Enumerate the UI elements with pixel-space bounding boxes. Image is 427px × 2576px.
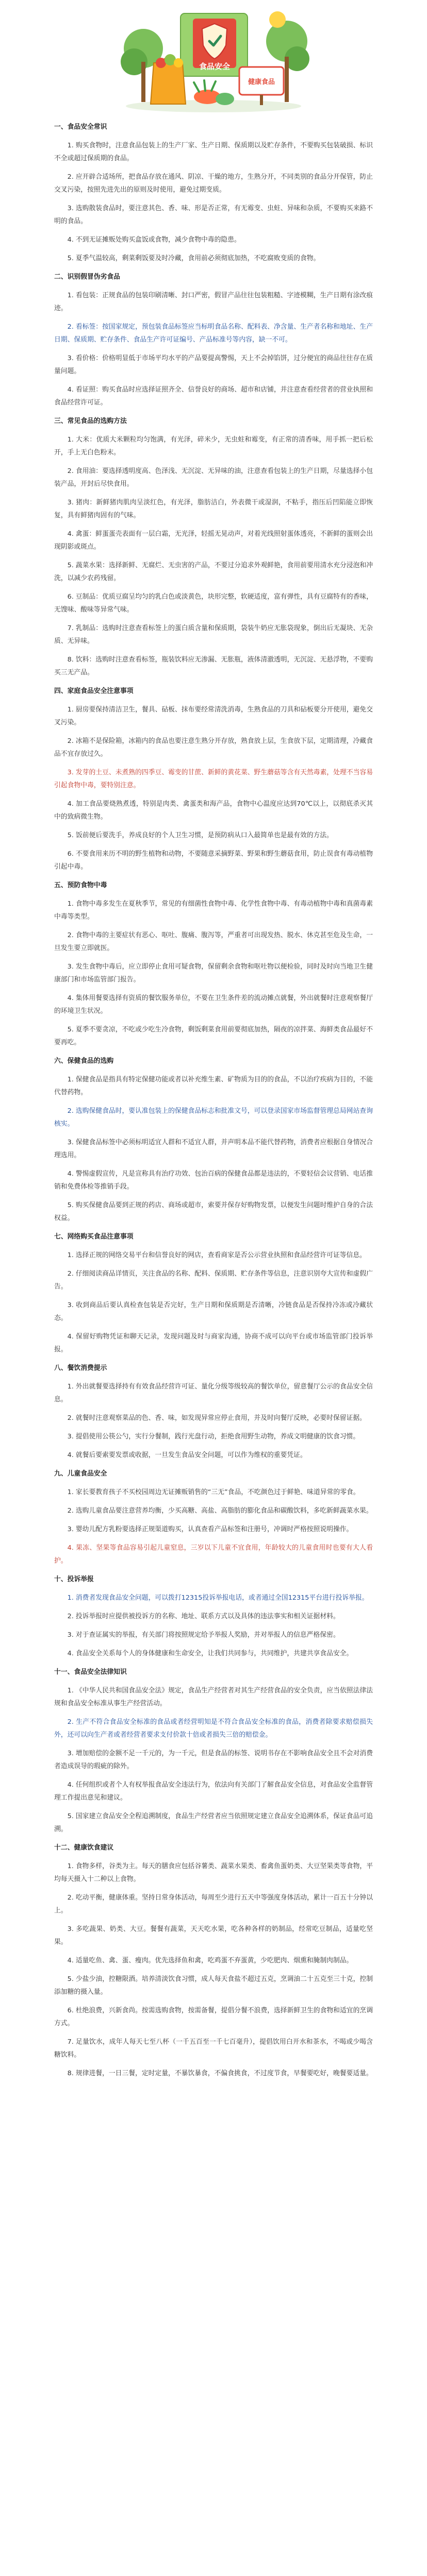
article-paragraph: 2. 就餐时注意观察菜品的色、香、味，如发现异常应停止食用，并及时向餐厅反映，必要时保留证据。 bbox=[67, 1414, 366, 1422]
article-paragraph: 1. 大米：优质大米颗粒均匀饱满，有光泽，碎米少，无虫蛀和霉变，有正常的清香味，用手抓一把后松开，手上无白色粉末。 bbox=[54, 436, 373, 456]
article-paragraph: 1. 《中华人民共和国食品安全法》规定，食品生产经营者对其生产经营食品的安全负责，应当依照法律法规和食品安全标准从事生产经营活动。 bbox=[54, 1687, 373, 1707]
article-paragraph: 6. 杜绝浪费，兴新食尚。按需选购食物，按需备餐，提倡分餐不浪费，选择新鲜卫生的食物和适宜的烹调方式。 bbox=[54, 2007, 373, 2027]
article-paragraph: 2. 看标签：按国家规定，预包装食品标签应当标明食品名称、配料表、净含量、生产者名称和地址、生产日期、保质期、贮存条件、食品生产许可证编号、产品标准号等内容，缺一不可。 bbox=[54, 323, 373, 344]
article-paragraph: 3. 对于查证属实的举报，有关部门将按照规定给予举报人奖励，并对举报人的信息严格保密。 bbox=[67, 1631, 340, 1639]
article-paragraph: 3. 猪肉：新鲜猪肉肌肉呈淡红色，有光泽，脂肪洁白，外表微干或湿润，不粘手，指压后凹陷能立即恢复，具有鲜猪肉固有的气味。 bbox=[54, 499, 373, 519]
article-paragraph: 1. 购买食物时，注意食品包装上的生产厂家、生产日期、保质期以及贮存条件，不要购买包装破损、标识不全或超过保质期的食品。 bbox=[54, 142, 373, 162]
article-paragraph: 4. 集体用餐要选择有资质的餐饮服务单位，不要在卫生条件差的流动摊点就餐，外出就餐时注意观察餐厅的环境卫生状况。 bbox=[54, 994, 373, 1015]
article-paragraph: 6. 不要食用来历不明的野生植物和动物，不要随意采摘野菜、野果和野生蘑菇食用，防止误食有毒动植物引起中毒。 bbox=[54, 850, 373, 871]
article-paragraph: 2. 仔细阅读商品详情页，关注食品的名称、配料、保质期、贮存条件等信息，注意识别夸大宣传和虚假广告。 bbox=[54, 1270, 373, 1291]
article-paragraph: 5. 少盐少油，控糖限酒。培养清淡饮食习惯，成人每天食盐不超过五克，烹调油二十五克至三十克，控制添加糖的摄入量。 bbox=[54, 1975, 373, 1996]
article-paragraph: 4. 看证照：购买食品时应选择证照齐全、信誉良好的商场、超市和店铺，并注意查看经营者的营业执照和食品经营许可证。 bbox=[54, 386, 373, 406]
article-paragraph: 5. 蔬菜水果：选择新鲜、无腐烂、无虫害的产品，不要过分追求外观鲜艳，食用前要用清水充分浸泡和冲洗，以减少农药残留。 bbox=[54, 562, 373, 582]
article-paragraph: 8. 规律进餐，一日三餐，定时定量，不暴饮暴食，不偏食挑食，不过度节食，早餐要吃好，晚餐要适量。 bbox=[67, 2070, 373, 2077]
article-paragraph: 5. 夏季不要贪凉，不吃或少吃生冷食物，剩饭剩菜食用前要彻底加热，隔夜的凉拌菜、海鲜类食品最好不要再吃。 bbox=[54, 1026, 373, 1046]
article-paragraph: 4. 警惕虚假宣传，凡是宣称具有治疗功效、包治百病的保健食品都是违法的，不要轻信会议营销、电话推销和免费体检等推销手段。 bbox=[54, 1170, 373, 1191]
article-paragraph: 3. 看价格：价格明显低于市场平均水平的产品要提高警惕，天上不会掉馅饼，过分便宜的商品往往存在质量问题。 bbox=[54, 354, 373, 375]
article-paragraph: 2. 投诉举报时应提供被投诉方的名称、地址、联系方式以及具体的违法事实和相关证据材料。 bbox=[67, 1613, 340, 1620]
section-heading: 九、儿童食品安全 bbox=[54, 1470, 107, 1478]
article-paragraph: 5. 夏季气温较高，剩菜剩饭要及时冷藏，食用前必须彻底加热，不吃腐败变质的食物。 bbox=[67, 255, 320, 262]
section-heading: 五、预防食物中毒 bbox=[54, 882, 107, 889]
article-paragraph: 2. 冰箱不是保险箱，冰箱内的食品也要注意生熟分开存放，熟食放上层，生食放下层，定期清理，冷藏食品不宜存放过久。 bbox=[54, 737, 373, 758]
article-paragraph: 3. 婴幼儿配方乳粉要选择正规渠道购买，认真查看产品标签和注册号，冲调时严格按照说明操作。 bbox=[67, 1526, 353, 1533]
article-paragraph: 1. 外出就餐要选择持有有效食品经营许可证、量化分级等级较高的餐饮单位，留意餐厅公示的食品安全信息。 bbox=[54, 1383, 373, 1403]
section-heading: 三、常见食品的选购方法 bbox=[54, 417, 127, 425]
article-paragraph: 3. 提倡使用公筷公勺，实行分餐制，践行光盘行动，拒绝食用野生动物，养成文明健康的饮食习惯。 bbox=[67, 1433, 360, 1440]
article-paragraph: 4. 适量吃鱼、禽、蛋、瘦肉。优先选择鱼和禽，吃鸡蛋不弃蛋黄，少吃肥肉、烟熏和腌制肉制品。 bbox=[67, 1957, 353, 1964]
banner-panel-title: 食品安全 bbox=[199, 62, 231, 71]
article-paragraph: 4. 果冻、坚果等食品容易引起儿童窒息，三岁以下儿童不宜食用，年龄较大的儿童食用时也要有大人看护。 bbox=[54, 1544, 373, 1565]
article-paragraph: 1. 保健食品是指具有特定保健功能或者以补充维生素、矿物质为目的的食品，不以治疗疾病为目的，不能代替药物。 bbox=[54, 1076, 373, 1096]
article-paragraph: 5. 国家建立食品安全全程追溯制度，食品生产经营者应当依照规定建立食品安全追溯体系，保证食品可追溯。 bbox=[54, 1812, 373, 1833]
section-heading: 四、家庭食品安全注意事项 bbox=[54, 687, 134, 695]
banner-sign-text: 健康食品 bbox=[248, 78, 275, 86]
article-paragraph: 2. 生产不符合食品安全标准的食品或者经营明知是不符合食品安全标准的食品，消费者除要求赔偿损失外，还可以向生产者或者经营者要求支付价款十倍或者损失三倍的赔偿金。 bbox=[54, 1718, 373, 1739]
article-paragraph: 6. 豆制品：优质豆腐呈均匀的乳白色或淡黄色，块形完整，软硬适度，富有弹性，具有豆腐特有的香味，无馊味、酸味等异常气味。 bbox=[54, 593, 373, 614]
food-safety-banner bbox=[117, 5, 310, 113]
section-heading: 七、网络购买食品注意事项 bbox=[54, 1233, 134, 1241]
section-heading: 二、识别假冒伪劣食品 bbox=[54, 273, 120, 281]
article-paragraph: 3. 发芽的土豆、未煮熟的四季豆、霉变的甘蔗、新鲜的黄花菜、野生蘑菇等含有天然毒素，处理不当容易引起食物中毒，要特别注意。 bbox=[54, 769, 373, 789]
article-paragraph: 1. 食物多样，谷类为主。每天的膳食应包括谷薯类、蔬菜水果类、畜禽鱼蛋奶类、大豆坚果类等食物，平均每天摄入十二种以上食物。 bbox=[54, 1862, 373, 1883]
article-paragraph: 1. 消费者发现食品安全问题，可以拨打12315投诉举报电话，或者通过全国12315平台进行投诉举报。 bbox=[67, 1594, 369, 1602]
article-paragraph: 4. 食品安全关系每个人的身体健康和生命安全，让我们共同参与，共同维护，共建共享食品安全。 bbox=[67, 1650, 353, 1657]
article-paragraph: 3. 增加赔偿的金额不足一千元的，为一千元，但是食品的标签、说明书存在不影响食品安全且不会对消费者造成误导的瑕疵的除外。 bbox=[54, 1750, 373, 1770]
article-paragraph: 3. 收到商品后要认真检查包装是否完好，生产日期和保质期是否清晰，冷链食品是否保持冷冻或冷藏状态。 bbox=[54, 1301, 373, 1322]
article-paragraph: 1. 家长要教育孩子不买校园周边无证摊贩销售的“三无”食品，不吃颜色过于鲜艳、味道异常的零食。 bbox=[67, 1488, 360, 1496]
article-paragraph: 8. 饮料：选购时注意查看标签，瓶装饮料应无渗漏、无胀瓶，液体清澈透明，无沉淀、无悬浮物，不要购买三无产品。 bbox=[54, 656, 373, 676]
section-heading: 一、食品安全常识 bbox=[54, 123, 107, 131]
article-paragraph: 7. 足量饮水，成年人每天七至八杯（一千五百至一千七百毫升），提倡饮用白开水和茶水，不喝或少喝含糖饮料。 bbox=[54, 2038, 373, 2059]
article-paragraph: 4. 保留好购物凭证和聊天记录，发现问题及时与商家沟通，协商不成可以向平台或市场监管部门投诉举报。 bbox=[54, 1333, 373, 1353]
article-paragraph: 3. 多吃蔬果、奶类、大豆。餐餐有蔬菜，天天吃水果，吃各种各样的奶制品，经常吃豆制品，适量吃坚果。 bbox=[54, 1925, 373, 1946]
article-paragraph: 4. 不到无证摊贩处购买盒饭或食物，减少食物中毒的隐患。 bbox=[67, 236, 241, 244]
article-paragraph: 1. 选择正规的网络交易平台和信誉良好的网店，查看商家是否公示营业执照和食品经营许可证等信息。 bbox=[67, 1251, 366, 1259]
article-paragraph: 2. 选购保健食品时，要认准包装上的保健食品标志和批准文号，可以登录国家市场监督管理总局网站查询核实。 bbox=[54, 1107, 373, 1128]
article-paragraph: 5. 饭前便后要洗手，养成良好的个人卫生习惯，是预防病从口入最简单也是最有效的方法。 bbox=[67, 832, 333, 839]
section-heading: 十二、健康饮食建议 bbox=[54, 1844, 114, 1852]
article-paragraph: 3. 选购散装食品时，要注意其色、香、味、形是否正常，有无霉变、虫蛀、异味和杂质，不要购买来路不明的食品。 bbox=[54, 205, 373, 225]
article-body bbox=[54, 117, 373, 2086]
section-heading: 十、投诉举报 bbox=[54, 1575, 94, 1583]
article-paragraph: 5. 购买保健食品要到正规的药店、商场或超市，索要并保存好购物发票，以便发生问题时维护自身的合法权益。 bbox=[54, 1201, 373, 1222]
article-paragraph: 3. 发生食物中毒后，应立即停止食用可疑食物，保留剩余食物和呕吐物以便检验，同时及时向当地卫生健康部门和市场监管部门报告。 bbox=[54, 963, 373, 984]
article-paragraph: 3. 保健食品标签中必须标明适宜人群和不适宜人群，并声明本品不能代替药物，消费者应根据自身情况合理选用。 bbox=[54, 1139, 373, 1159]
article-paragraph: 2. 应开辟合适场所，把食品存放在通风、阴凉、干燥的地方，生熟分开，不同类别的食品分开保管，防止交叉污染，按照先进先出的原则及时使用，避免过期变质。 bbox=[54, 173, 373, 194]
article-paragraph: 4. 任何组织或者个人有权举报食品安全违法行为，依法向有关部门了解食品安全信息，对食品安全监督管理工作提出意见和建议。 bbox=[54, 1781, 373, 1802]
article-paragraph: 7. 乳制品：选购时注意查看标签上的蛋白质含量和保质期，袋装牛奶应无胀袋现象，倒出后无凝块、无杂质、无异味。 bbox=[54, 624, 373, 645]
article-paragraph: 1. 厨房要保持清洁卫生，餐具、砧板、抹布要经常清洗消毒，生熟食品的刀具和砧板要分开使用，避免交叉污染。 bbox=[54, 706, 373, 726]
article-paragraph: 2. 选购儿童食品要注意营养均衡，少买高糖、高盐、高脂肪的膨化食品和碳酸饮料，多吃新鲜蔬菜水果。 bbox=[67, 1507, 373, 1515]
article-paragraph: 4. 禽蛋：鲜蛋蛋壳表面有一层白霜，无光泽，轻摇无晃动声，对着光线照射蛋体透亮，不新鲜的蛋则会出现阴影或斑点。 bbox=[54, 530, 373, 551]
section-heading: 十一、食品安全法律知识 bbox=[54, 1668, 127, 1676]
article-paragraph: 2. 食物中毒的主要症状有恶心、呕吐、腹痛、腹泻等，严重者可出现发热、脱水、休克甚至危及生命，一旦发生要立即就医。 bbox=[54, 931, 373, 952]
article-paragraph: 2. 吃动平衡，健康体重。坚持日常身体活动，每周至少进行五天中等强度身体活动，累计一百五十分钟以上。 bbox=[54, 1894, 373, 1914]
article-paragraph: 1. 看包装：正规食品的包装印刷清晰、封口严密，假冒产品往往包装粗糙、字迹模糊，生产日期有涂改痕迹。 bbox=[54, 292, 373, 312]
article-paragraph: 1. 食物中毒多发生在夏秋季节，常见的有细菌性食物中毒、化学性食物中毒、有毒动植物中毒和真菌毒素中毒等类型。 bbox=[54, 900, 373, 921]
banner-illustration bbox=[117, 5, 310, 113]
article-paragraph: 4. 就餐后要索要发票或收据，一旦发生食品安全问题，可以作为维权的重要凭证。 bbox=[67, 1451, 307, 1459]
section-heading: 八、餐饮消费提示 bbox=[54, 1364, 107, 1372]
article-paragraph: 2. 食用油：要选择透明度高、色泽浅、无沉淀、无异味的油，注意查看包装上的生产日期，尽量选择小包装产品，开封后尽快食用。 bbox=[54, 467, 373, 488]
section-heading: 六、保健食品的选购 bbox=[54, 1057, 114, 1065]
article-paragraph: 4. 加工食品要烧熟煮透，特别是肉类、禽蛋类和海产品，食物中心温度应达到70℃以上，以彻底杀灭其中的致病微生物。 bbox=[54, 800, 373, 821]
